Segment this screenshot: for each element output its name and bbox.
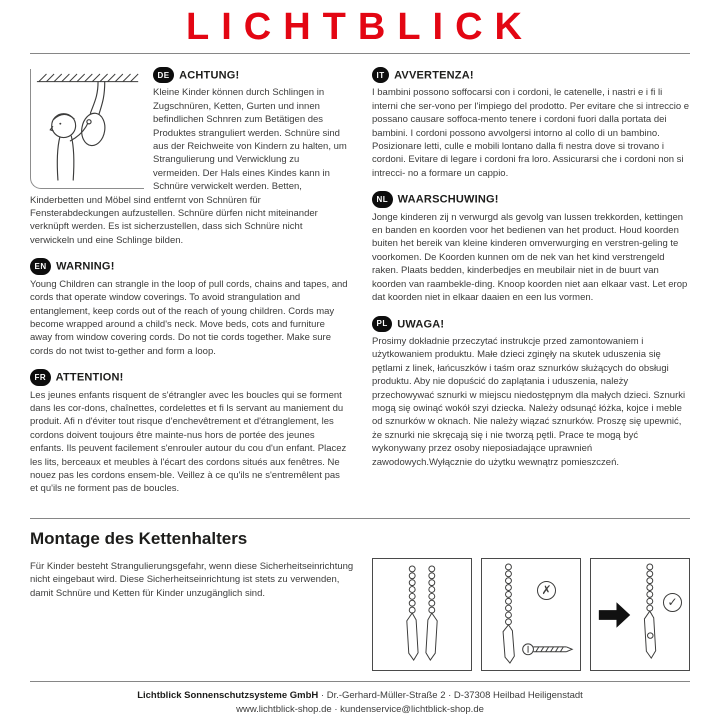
footer-contact-line: www.lichtblick-shop.de · kundenservice@lichtblick-shop.de: [236, 703, 484, 715]
section-title-pl: UWAGA!: [397, 318, 445, 330]
brand-logo: LICHTBLICK: [186, 6, 534, 48]
diagram-step-2: [481, 558, 581, 671]
footer-address-line: [0, 689, 720, 703]
section-warning-nl: [372, 191, 690, 304]
section-body-it: I bambini possono soffocarsi con i cordoni, le catenelle, i nastri e i fi li interni che ser-vono per l'impiego del prodotto. Per evitare che si intreccio e possano causare soffoca-mento tenere i cordoni fuori dalla portata dei bambini. I cordoni possono avvolgersi intorno al collo di un bambino. Posizionare letti, culle e mobili lontano dalla fi nestra dove si trovano i cordoni. Evitare di legare i cordoni fra loro. Assicurarsi che i cordoni non si intrecci- no a formare un cappio.: [372, 87, 690, 179]
section-title-de: ACHTUNG!: [179, 69, 240, 82]
footer-company: Lichtblick Sonnenschutzsysteme GmbH: [137, 690, 319, 701]
section-title-fr: ATTENTION!: [55, 371, 124, 384]
section-warning-en: [30, 258, 348, 358]
section-title-nl: WAARSCHUWING!: [397, 193, 499, 206]
section-warning-fr: [30, 369, 348, 496]
diagram-step-3: [590, 558, 690, 671]
section-heading-en: [30, 258, 348, 274]
section-body-nl: Jonge kinderen zij n verwurgd als gevolg van lussen trekkorden, kettingen en banden en koorden voor het bedienen van het product. Houd koorden buiten het bereik van kleine kinderen omverwurging en verstren-geling te voorkomen. De Koorden kunnen om de nek van het kind verstrengeld raken. Plaats bedden, kinderbedjes en meubilair niet in de buurt van koorden van raambekle-ding. Knoop koorden niet aan elkaar vast. Let erop dat koorden niet in elkaar daaien en een lus vormen.: [372, 211, 688, 304]
section-title-en: WARNING!: [56, 260, 115, 273]
mounted-chain-holder-icon: [591, 559, 689, 670]
section-body-pl: Prosimy dokładnie przeczytać instrukcje przed zamontowaniem i użytkowaniem produktu. Małe dzieci zginęły na skutek uduszenia się pętlami z linek, łańcuszków i taśm oraz sznurków służących do obsługi produktu. Aby nie dopuścić do zaplątania i uduszenia, należy przechowywać sznurki w miejscu niedostępnym dla małych dzieci. Sznurki mogą się owinąć wokół szyi dziecka. Należy odsunąć łóżka, kojce i meble od sznurków w oknach. Nie należy wiązać sznurków. Proszę się upewnić, że sznurki nie skręcają się i nie tworzą pętli. Prace te mogą być wykonywany przez osoby nieposiadające uprawnień zawodowych.Wyłącznie do użytku wewnątrz pomieszczeń.: [372, 335, 686, 468]
section-heading-fr: [30, 369, 348, 385]
lang-badge-it: IT: [372, 67, 389, 83]
section-heading-it: [372, 67, 690, 83]
montage-section: [0, 519, 720, 671]
child-strangulation-drawing: [35, 71, 142, 184]
cross-icon: ✗: [537, 581, 556, 600]
lang-badge-en: EN: [30, 258, 51, 274]
section-title-it: AVVERTENZA!: [394, 69, 474, 82]
right-column: [372, 67, 690, 480]
mounting-instruction-diagrams: [372, 558, 690, 671]
section-body-fr: Les jeunes enfants risquent de s'étrangler avec les boucles qui se forment dans les cor-dons, chaînettes, cordelettes et fi ls servant au maniement du produit. Afi n d'éviter tout risque d'enchevêtrement et d'étranglement, les cordons doivent toujours être mainte-nus hors de portée des jeunes enfants. Ils peuvent facilement s'enrouler autour du cou d'un enfant. Placez les lits, berceaux et meubles à l'écart des cordons situés aux fenêtres. Ne nouez pas les cordons ensem-ble. Veillez à ce qu'ils ne s'entremêlent pas et qu'ils ne forment pas de boucles.: [30, 389, 347, 495]
lang-badge-pl: PL: [372, 316, 392, 332]
section-warning-pl: [372, 316, 690, 469]
section-body-de: Kleine Kinder können durch Schlingen in Zugschnüren, Ketten, Gurten und innen befindlichen Schnren zum Betätigen des Produktes stranguliert werden. Schnüre sind aus der Reichweite von Kindern zu halten, um Strangulierung und Verwicklung zu vermeiden. Der Hals eines Kindes kann in Schnüre verwickelt werden. Betten, Kinderbetten und Möbel sind entfernt von Schnüren für Fensterabdeckungen aufzustellen. Schnüre dürfen nicht miteinander verknüpft werden. Es ist sicherzustellen, dass sich Schnüre nicht verwickeln und eine Schlinge bilden.: [30, 87, 347, 246]
footer: [0, 682, 720, 716]
section-warning-de: [30, 67, 348, 247]
section-heading-pl: [372, 316, 690, 332]
child-cord-warning-illustration: [30, 69, 144, 189]
section-body-en: Young Children can strangle in the loop of pull cords, chains and tapes, and cords that operate window coverings. To avoid strangulation and entanglement, keep cords out of the reach of young children. Cords may become wrapped around a child's neck. Move beds, cots and furniture away from window covering cords. Do not tie cords together. Make sure cords do not twist to-gether and form a loop.: [30, 278, 348, 357]
footer-address: · Dr.-Gerhard-Müller-Straße 2 · D-37308 Heilbad Heiligenstadt: [318, 690, 583, 701]
montage-row: [30, 558, 690, 671]
lang-badge-nl: NL: [372, 191, 393, 207]
chain-holder-parts-icon: [373, 559, 471, 670]
diagram-step-1: [372, 558, 472, 671]
check-icon: ✓: [663, 593, 682, 612]
section-warning-it: [372, 67, 690, 180]
montage-title: Montage des Kettenhalters: [30, 529, 248, 548]
left-column: [30, 67, 348, 507]
warning-columns: [0, 54, 720, 516]
lang-badge-de: DE: [153, 67, 174, 83]
arrow-right-icon: [599, 602, 630, 627]
lang-badge-fr: FR: [30, 369, 51, 385]
loose-chain-and-screw-icon: [482, 559, 580, 670]
section-heading-nl: [372, 191, 690, 207]
montage-body: Für Kinder besteht Strangulierungsgefahr, wenn diese Sicherheitseinrichtung nicht eingebaut wird. Diese Sicherheitseinrichtung ist stets zu verwenden, damit Schnüre und Ketten für Kinder unzugänglich sind.: [30, 561, 354, 599]
